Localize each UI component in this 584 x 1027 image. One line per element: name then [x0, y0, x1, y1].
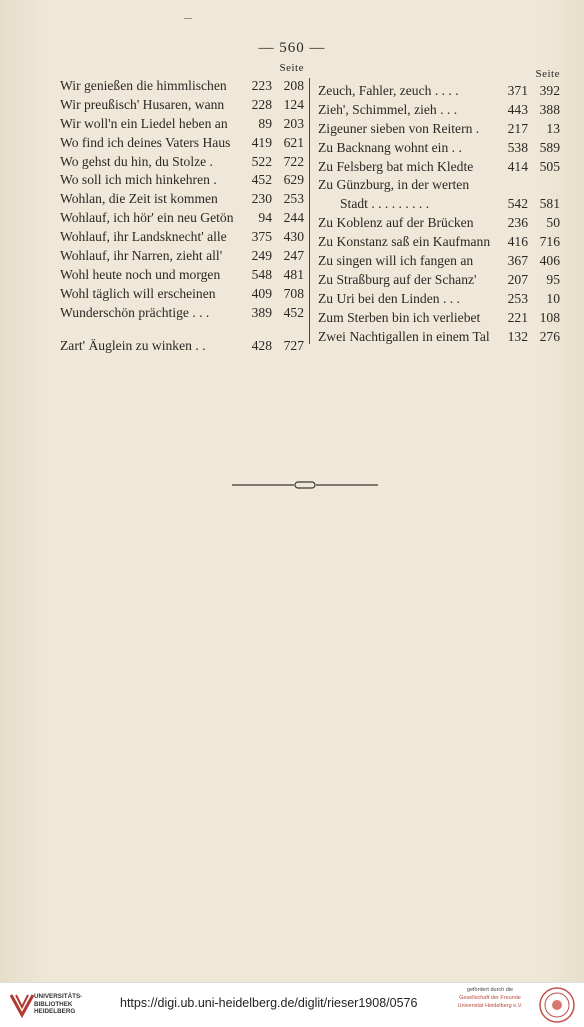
entry-title: Zwei Nachtigallen in einem Tal: [318, 328, 490, 344]
index-entry: [60, 190, 304, 209]
index-column-right: [318, 68, 560, 346]
index-entry: [60, 285, 304, 304]
index-entry: [318, 214, 560, 233]
entry-title: Zu Felsberg bat mich Kledte: [318, 158, 474, 174]
index-entry: [60, 134, 304, 153]
entry-page-b: 276: [539, 328, 560, 344]
entry-page-b: 203: [283, 115, 304, 131]
entry-page-a: 409: [251, 285, 272, 301]
entry-page-a: 249: [251, 248, 272, 264]
entry-page-a: 452: [251, 172, 272, 188]
index-entry: [318, 120, 560, 139]
entry-page-b: 50: [546, 215, 560, 231]
entry-title: Zu Konstanz saß ein Kaufmann: [318, 234, 491, 250]
index-entry: [318, 233, 560, 252]
entry-page-b: 621: [283, 134, 304, 150]
entry-page-b: 253: [283, 191, 304, 207]
entry-page-b: 208: [283, 78, 304, 93]
entry-title: Wir preußisch' Husaren, wann: [60, 96, 225, 112]
entry-title: Wo find ich deines Vaters Haus: [60, 134, 231, 150]
index-entry: [318, 176, 560, 195]
entry-title: Zu Backnang wohnt ein . .: [318, 139, 462, 155]
entry-page-b: [528, 176, 560, 195]
entry-page-b: 722: [283, 153, 304, 169]
entry-title: Zu Koblenz auf der Brücken: [318, 215, 474, 231]
entry-page-a: 94: [258, 210, 272, 226]
entry-page-b: 388: [539, 101, 560, 117]
entry-title: Zigeuner sieben von Reitern .: [318, 120, 480, 136]
index-column-left: [60, 62, 304, 355]
entry-title: Wir genießen die himmlischen: [60, 78, 227, 93]
permalink-url[interactable]: https://digi.ub.uni-heidelberg.de/diglit/rieser1908/0576: [120, 996, 418, 1010]
entry-page-a: 542: [507, 196, 528, 212]
index-entry: [60, 304, 304, 323]
entry-page-a: 236: [507, 215, 528, 231]
entry-title: Wir woll'n ein Liedel heben an: [60, 115, 228, 131]
index-entry: [60, 153, 304, 172]
entry-page-b: 108: [539, 309, 560, 325]
entry-title: Wohl täglich will erscheinen: [60, 285, 216, 301]
entry-page-b: 244: [283, 210, 304, 226]
entry-title: Zum Sterben bin ich verliebet: [318, 309, 481, 325]
entry-page-b: 452: [283, 304, 304, 320]
entry-title: Wo gehst du hin, du Stolze .: [60, 153, 213, 169]
index-entry: [318, 271, 560, 290]
entry-page-b: 481: [283, 266, 304, 282]
entry-page-a: 132: [507, 328, 528, 344]
entry-page-a: 538: [507, 139, 528, 155]
end-ornament: [232, 478, 378, 492]
index-entry: [60, 247, 304, 266]
entry-page-a: 221: [507, 309, 528, 325]
index-entry: [60, 115, 304, 134]
entry-page-b: 581: [539, 196, 560, 212]
entry-title: Wohlauf, ihr Landsknecht' alle: [60, 229, 227, 245]
index-entry: [318, 252, 560, 271]
entry-page-b: 13: [546, 120, 560, 136]
index-entry: [318, 328, 560, 347]
index-entry: [60, 228, 304, 247]
entry-page-a: 416: [507, 234, 528, 250]
index-entry: [60, 209, 304, 228]
entry-page-a: 223: [251, 78, 272, 93]
entry-page-a: 522: [251, 153, 272, 169]
entry-title: Zeuch, Fahler, zeuch . . . .: [318, 83, 459, 98]
entry-page-b: 708: [283, 285, 304, 301]
seite-header-right: Seite: [535, 68, 560, 80]
entry-page-b: 124: [283, 96, 304, 112]
entry-page-a: 419: [251, 134, 272, 150]
library-name: UNIVERSITÄTS- BIBLIOTHEK HEIDELBERG: [34, 993, 83, 1015]
entry-title: Zu Straßburg auf der Schanz': [318, 271, 477, 287]
entry-title: Wo soll ich mich hinkehren .: [60, 172, 217, 188]
entry-page-a: 253: [507, 290, 528, 306]
index-entry: [318, 101, 560, 120]
column-divider: [309, 78, 310, 344]
entry-page-b: 95: [546, 271, 560, 287]
entry-page-a: 428: [251, 337, 272, 353]
entry-page-b: 392: [539, 83, 560, 98]
entry-title: Zu Uri bei den Linden . . .: [318, 290, 460, 306]
entry-title: Wohlauf, ich hör' ein neu Getön: [60, 210, 234, 226]
entry-page-a: 443: [507, 101, 528, 117]
entry-page-a: 367: [507, 253, 528, 269]
section-gap: [60, 323, 304, 337]
entry-page-b: 589: [539, 139, 560, 155]
entry-page-b: 430: [283, 229, 304, 245]
entry-page-a: 228: [251, 96, 272, 112]
entry-page-b: 406: [539, 253, 560, 269]
entry-page-b: 727: [283, 337, 304, 353]
entry-page-a: [492, 176, 528, 195]
index-entry: [60, 266, 304, 285]
index-entry: [318, 82, 560, 101]
entry-title: Wohlauf, ihr Narren, zieht all': [60, 248, 223, 264]
society-seal-icon: [538, 986, 576, 1024]
entry-title: Stadt . . . . . . . . .: [340, 196, 430, 212]
entry-page-b: 629: [283, 172, 304, 188]
entry-page-a: 548: [251, 266, 272, 282]
entry-page-a: 371: [507, 83, 528, 98]
page-number: — 560 —: [258, 40, 326, 56]
entry-page-a: 389: [251, 304, 272, 320]
entry-page-a: 375: [251, 229, 272, 245]
entry-title: Wunderschön prächtige . . .: [60, 304, 210, 320]
entry-page-a: 230: [251, 191, 272, 207]
entry-title: Wohlan, die Zeit ist kommen: [60, 191, 218, 207]
index-entry: [60, 77, 304, 96]
index-entry: [318, 139, 560, 158]
entry-page-b: 247: [283, 248, 304, 264]
index-entry: [60, 337, 304, 356]
print-mark: [184, 18, 192, 19]
entry-title: Zieh', Schimmel, zieh . . .: [318, 101, 458, 117]
index-entry: [318, 195, 560, 214]
entry-page-b: 716: [539, 234, 560, 250]
entry-title: Zart' Äuglein zu winken . .: [60, 337, 206, 353]
entry-page-b: 10: [546, 290, 560, 306]
entry-page-a: 89: [258, 115, 272, 131]
seite-header-left: Seite: [279, 62, 304, 74]
index-entry: [60, 171, 304, 190]
entry-page-b: 505: [539, 158, 560, 174]
index-entry: [318, 290, 560, 309]
viewer-footer: [0, 982, 584, 1027]
entry-title: Zu Günzburg, in der werten: [318, 177, 470, 193]
index-entry: [318, 158, 560, 177]
entry-title: Wohl heute noch und morgen: [60, 266, 221, 282]
index-entry: [60, 96, 304, 115]
entry-page-a: 217: [507, 120, 528, 136]
entry-title: Zu singen will ich fangen an: [318, 253, 474, 269]
index-entry: [318, 309, 560, 328]
sponsor-note: gefördert durch die Gesellschaft der Freunde Universität Heidelberg e.V.: [457, 987, 523, 1009]
entry-page-a: 414: [507, 158, 528, 174]
entry-page-a: 207: [507, 271, 528, 287]
university-library-logo-icon: [8, 991, 36, 1019]
